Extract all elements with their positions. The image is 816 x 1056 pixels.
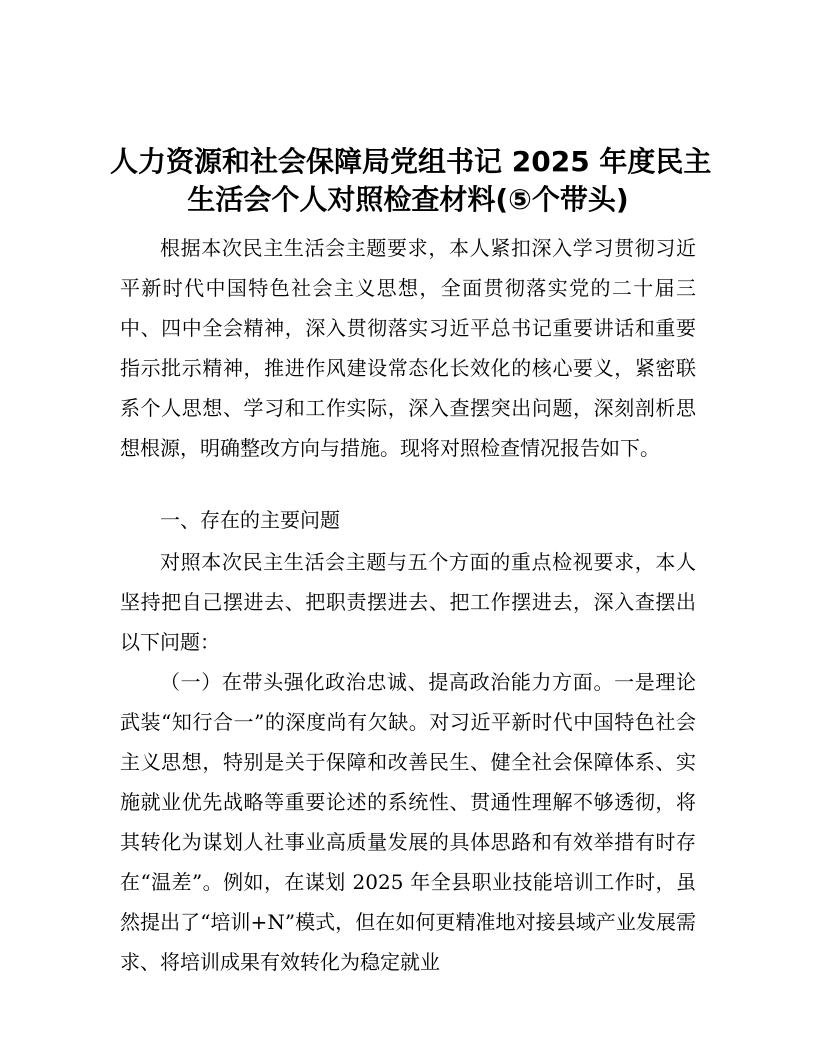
section-heading: 一、存在的主要问题 (160, 508, 340, 532)
subsection-paragraph: （一）在带头强化政治忠诚、提高政治能力方面。一是理论武装“知行合一”的深度尚有欠缺。对习近平新时代中国特色社会主义思想，特别是关于保障和改善民生、健全社会保障体系、实施就业优先战略等重要论述的系统性、贯通性理解不够透彻，将其转化为谋划人社事业高质量发展的具体思路和有效举措有时存在“温差”。例如，在谋划 2025 年全县职业技能培训工作时，虽然提出了“培训+N”模式，但在如何更精准地对接县域产业发展需求、将培训成果有效转化为稳定就业 (120, 670, 696, 974)
document-title-line-1: 人力资源和社会保障局党组书记 2025 年度民主 (110, 145, 712, 178)
document-title-line-2: 生活会个人对照检查材料(⑤个带头) (187, 183, 629, 216)
section-intro-paragraph: 对照本次民主生活会主题与五个方面的重点检视要求，本人坚持把自己摆进去、把职责摆进去、把工作摆进去，深入查摆出以下问题： (120, 550, 696, 654)
intro-paragraph: 根据本次民主生活会主题要求，本人紧扣深入学习贯彻习近平新时代中国特色社会主义思想，全面贯彻落实党的二十届三中、四中全会精神，深入贯彻落实习近平总书记重要讲话和重要指示批示精神，推进作风建设常态化长效化的核心要义，紧密联系个人思想、学习和工作实际，深入查摆突出问题，深刻剖析思想根源，明确整改方向与措施。现将对照检查情况报告如下。 (120, 236, 696, 460)
